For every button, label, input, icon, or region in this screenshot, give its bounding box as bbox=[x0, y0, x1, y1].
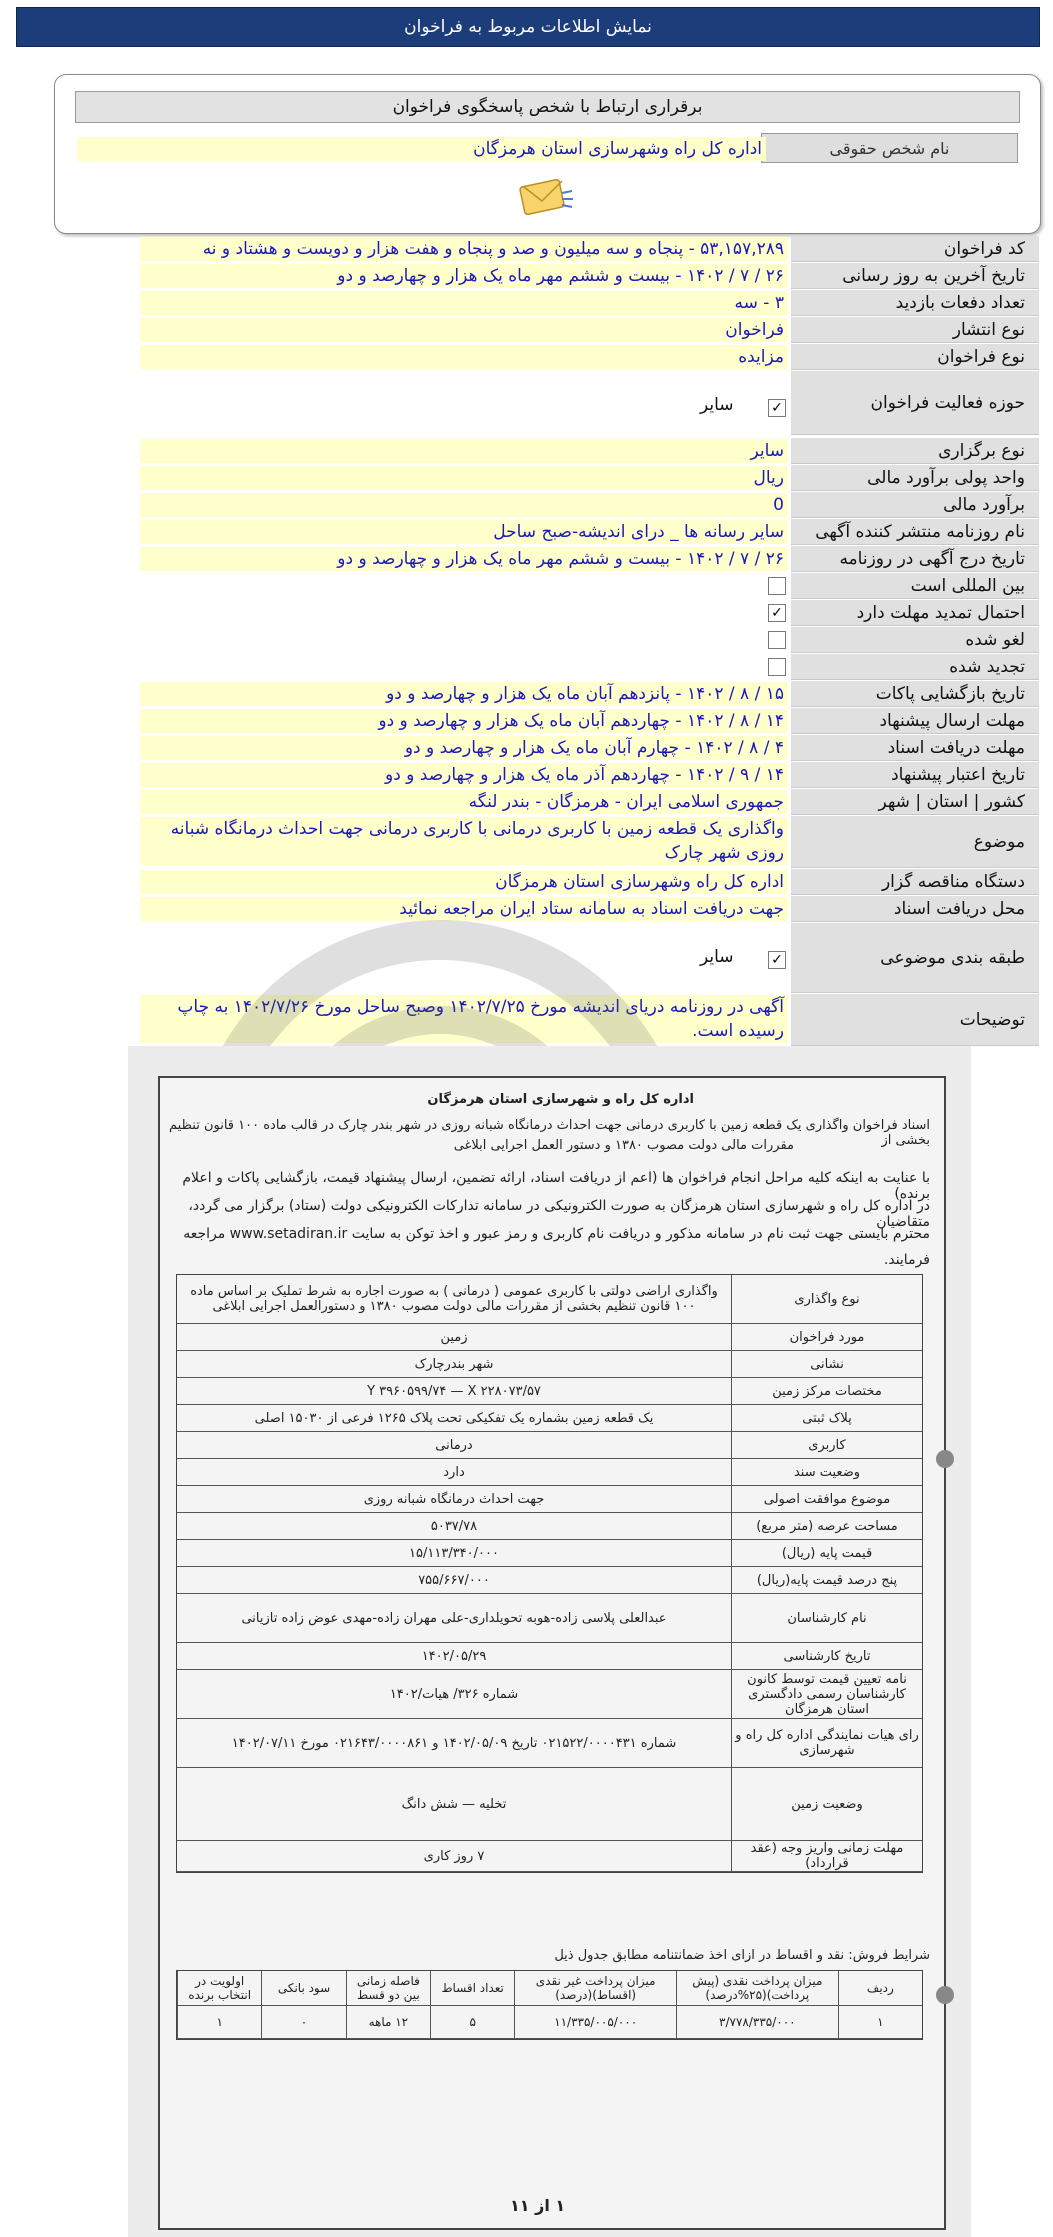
field-row bbox=[140, 546, 1039, 572]
field-label: دستگاه مناقصه گزار bbox=[791, 869, 1039, 895]
field-value: ۴ / ۸ / ۱۴۰۲ - چهارم آبان ماه یک هزار و چهارصد و دو bbox=[140, 736, 788, 760]
table-value: شماره ۳۲۶/ هیات/۱۴۰۲ bbox=[389, 1686, 519, 1702]
field-value: ۵۳,۱۵۷,۲۸۹ - پنجاه و سه میلیون و صد و پنجاه و هفت هزار و دویست و هشتاد و نه bbox=[140, 237, 788, 261]
table-row bbox=[177, 1719, 922, 1768]
field-label: موضوع bbox=[791, 816, 1039, 868]
table-key: نوع واگذاری bbox=[731, 1275, 922, 1323]
checkbox[interactable] bbox=[768, 631, 786, 649]
table-key: کاربری bbox=[731, 1432, 922, 1458]
contact-label: نام شخص حقوقی bbox=[761, 133, 1018, 163]
page-number: ۱ از ۱۱ bbox=[510, 2196, 566, 2215]
pay-cell: ۵ bbox=[430, 2006, 514, 2038]
field-value: آگهی در روزنامه دریای اندیشه مورخ ۱۴۰۲/۷/۲۵ وصبح ساحل مورخ ۱۴۰۲/۷/۲۶ به چاپ رسیده است. bbox=[140, 995, 788, 1043]
doc-line-2: مقررات مالی دولت مصوب ۱۳۸۰ و دستور العمل اجرایی ابلاغی bbox=[453, 1138, 794, 1153]
pay-header-row bbox=[177, 1971, 922, 2006]
table-key: تاریخ کارشناسی bbox=[731, 1643, 922, 1669]
field-label: تاریخ درج آگهی در روزنامه bbox=[791, 546, 1039, 572]
pay-cell: ۱۱/۳۳۵/۰۰۵/۰۰۰ bbox=[514, 2006, 676, 2038]
field-value: ۲۶ / ۷ / ۱۴۰۲ - بیست و ششم مهر ماه یک هزار و چهارصد و دو bbox=[140, 264, 788, 288]
pay-cell: ۱ bbox=[838, 2006, 922, 2038]
field-row bbox=[140, 573, 1039, 599]
table-row bbox=[177, 1432, 922, 1459]
table-value: عبدالعلی پلاسی زاده-هوبه تحویلداری-علی مهران زاده-مهدی عوض زاده تازیانی bbox=[241, 1610, 667, 1626]
contact-panel bbox=[54, 74, 1041, 234]
field-label: کشور | استان | شهر bbox=[791, 789, 1039, 815]
table-key: مساحت عرصه (متر مربع) bbox=[731, 1513, 922, 1539]
field-value: واگذاری یک قطعه زمین با کاربری درمانی با کاربری درمانی جهت احداث درمانگاه شبانه روزی شهر چارک bbox=[140, 817, 788, 865]
field-label: محل دریافت اسناد bbox=[791, 896, 1039, 922]
field-value: ۱۴ / ۸ / ۱۴۰۲ - چهاردهم آبان ماه یک هزار و چهارصد و دو bbox=[140, 709, 788, 733]
doc-para-2: در اداره کل راه و شهرسازی استان هرمزگان به صورت الکترونیکی در سامانه تدارکات الکترونیکی دولت (ستاد) برگزار می گردد، متقاضیان bbox=[188, 1198, 930, 1230]
field-value: سایر رسانه ها _ درای اندیشه-صبح ساحل bbox=[140, 520, 788, 544]
field-value: ریال bbox=[140, 466, 788, 490]
table-row bbox=[177, 1513, 922, 1540]
checkbox[interactable] bbox=[768, 577, 786, 595]
table-row bbox=[177, 1275, 922, 1324]
field-label: تاریخ آخرین به روز رسانی bbox=[791, 263, 1039, 289]
field-row bbox=[140, 789, 1039, 815]
field-row bbox=[140, 371, 1039, 435]
table-row bbox=[177, 1768, 922, 1841]
field-row bbox=[140, 735, 1039, 761]
field-label: بین المللی است bbox=[791, 573, 1039, 599]
table-key: وضعیت زمین bbox=[731, 1768, 922, 1840]
field-row bbox=[140, 344, 1039, 370]
field-value: سایر bbox=[140, 439, 788, 463]
field-label: نوع فراخوان bbox=[791, 344, 1039, 370]
field-label: تاریخ اعتبار پیشنهاد bbox=[791, 762, 1039, 788]
table-value: ۷۵۵/۶۶۷/۰۰۰ bbox=[418, 1572, 490, 1588]
field-value: 0 bbox=[140, 493, 788, 517]
table-key: نشانی bbox=[731, 1351, 922, 1377]
table-value: زمین bbox=[440, 1329, 468, 1345]
field-row bbox=[140, 600, 1039, 626]
field-row bbox=[140, 492, 1039, 518]
field-label: نوع برگزاری bbox=[791, 438, 1039, 464]
checkbox[interactable] bbox=[768, 658, 786, 676]
field-label: طبقه بندی موضوعی bbox=[791, 923, 1039, 993]
field-row bbox=[140, 465, 1039, 491]
pay-cell: ۰ bbox=[261, 2006, 345, 2038]
table-value: یک قطعه زمین بشماره یک تفکیکی تحت پلاک ۱۲۶۵ فرعی از ۱۵۰۳۰ اصلی bbox=[254, 1410, 654, 1426]
table-key: رای هیات نمایندگی اداره کل راه و شهرسازی bbox=[731, 1719, 922, 1767]
table-key: مختصات مرکز زمین bbox=[731, 1378, 922, 1404]
field-row bbox=[140, 923, 1039, 993]
doc-terms: شرایط فروش: نقد و اقساط در ازای اخذ ضمانتنامه مطابق جدول ذیل bbox=[554, 1948, 930, 1963]
field-label: احتمال تمدید مهلت دارد bbox=[791, 600, 1039, 626]
field-row bbox=[140, 896, 1039, 922]
pay-cell: ۱ bbox=[177, 2006, 261, 2038]
document-table bbox=[176, 1274, 923, 1873]
doc-line-1: اسناد فراخوان واگذاری یک قطعه زمین با کاربری درمانی جهت احداث درمانگاه شبانه روزی در شهر بندر چارک در قالب ماده ۱۰۰ قانون تنظیم بخشی از bbox=[169, 1118, 930, 1148]
window-title-bar bbox=[16, 7, 1040, 47]
field-value: ۱۴ / ۹ / ۱۴۰۲ - چهاردهم آذر ماه یک هزار و چهارصد و دو bbox=[140, 763, 788, 787]
field-row bbox=[140, 236, 1039, 262]
field-label: کد فراخوان bbox=[791, 236, 1039, 262]
table-value: شهر بندرچارک bbox=[414, 1356, 494, 1372]
doc-para-1: با عنایت به اینکه کلیه مراحل انجام فراخوان ها (اعم از دریافت اسناد، ارائه تضمین، ارسال پیشنهاد قیمت، بازگشایی پاکات و اعلام برنده) bbox=[182, 1170, 930, 1202]
field-label: مهلت ارسال پیشنهاد bbox=[791, 708, 1039, 734]
field-row bbox=[140, 869, 1039, 895]
field-value: ۳ - سه bbox=[140, 291, 788, 315]
doc-para-4: فرمایند. bbox=[883, 1252, 930, 1268]
checkbox-label: سایر bbox=[700, 395, 734, 415]
pay-cell: فاصله زمانی بین دو قسط bbox=[346, 1971, 430, 2005]
table-value: تخلیه — شش دانگ bbox=[401, 1796, 507, 1812]
table-value: واگذاری اراضی دولتی با کاربری عمومی ( درمانی ) به صورت اجاره به شرط تملیک بر اساس ماده ۱۰۰ قانون تنظیم بخشی از مقررات مالی دولت مصوب ۱۳۸۰ و دستورالعمل اجرایی ابلاغی bbox=[190, 1284, 718, 1314]
pay-cell: سود بانکی bbox=[261, 1971, 345, 2005]
field-row bbox=[140, 708, 1039, 734]
field-value: ۱۵ / ۸ / ۱۴۰۲ - پانزدهم آبان ماه یک هزار و چهارصد و دو bbox=[140, 682, 788, 706]
table-row bbox=[177, 1324, 922, 1351]
pay-cell: ۱۲ ماهه bbox=[346, 2006, 430, 2038]
checkbox-label: سایر bbox=[700, 947, 734, 967]
pay-cell: میزان پرداخت نقدی (پیش پرداخت)(۲۵%درصد) bbox=[676, 1971, 838, 2005]
table-key: نام کارشناسان bbox=[731, 1594, 922, 1642]
pay-cell: ردیف bbox=[838, 1971, 922, 2005]
table-value: ۱۴۰۲/۰۵/۲۹ bbox=[421, 1648, 487, 1664]
field-value: جمهوری اسلامی ایران - هرمزگان - بندر لنگه bbox=[140, 790, 788, 814]
table-key: پلاک ثبتی bbox=[731, 1405, 922, 1431]
table-row bbox=[177, 1567, 922, 1594]
table-key: موضوع موافقت اصولی bbox=[731, 1486, 922, 1512]
table-key: پنج درصد قیمت پایه(ریال) bbox=[731, 1567, 922, 1593]
field-row bbox=[140, 654, 1039, 680]
table-row bbox=[177, 1405, 922, 1432]
table-key: مهلت زمانی واریز وجه (عقد قرارداد) bbox=[731, 1841, 922, 1871]
table-value: Y ۳۹۶۰۵۹۹/۷۴ — X ۲۲۸۰۷۳/۵۷ bbox=[367, 1383, 541, 1399]
field-label: مهلت دریافت اسناد bbox=[791, 735, 1039, 761]
table-value: جهت احداث درمانگاه شبانه روزی bbox=[363, 1491, 545, 1507]
binder-hole bbox=[936, 1450, 954, 1468]
table-row bbox=[177, 1841, 922, 1872]
field-value: مزایده bbox=[140, 345, 788, 369]
field-row bbox=[140, 762, 1039, 788]
field-row bbox=[140, 681, 1039, 707]
checkbox[interactable]: ✓ bbox=[768, 604, 786, 622]
field-row bbox=[140, 627, 1039, 653]
document-page bbox=[158, 1076, 946, 2230]
field-label: حوزه فعالیت فراخوان bbox=[791, 371, 1039, 435]
field-label: تعداد دفعات بازدید bbox=[791, 290, 1039, 316]
table-row bbox=[177, 1486, 922, 1513]
table-value: ۷ روز کاری bbox=[423, 1848, 485, 1864]
envelope-icon[interactable] bbox=[518, 177, 576, 217]
table-row bbox=[177, 1594, 922, 1643]
table-row bbox=[177, 1670, 922, 1719]
table-key: مورد فراخوان bbox=[731, 1324, 922, 1350]
field-label: برآورد مالی bbox=[791, 492, 1039, 518]
table-row bbox=[177, 1378, 922, 1405]
field-row bbox=[140, 438, 1039, 464]
field-label: تجدید شده bbox=[791, 654, 1039, 680]
table-key: نامه تعیین قیمت توسط کانون کارشناسان رسمی دادگستری استان هرمزگان bbox=[731, 1670, 922, 1718]
field-label: توضیحات bbox=[791, 994, 1039, 1046]
contact-header: برقراری ارتباط با شخص پاسخگوی فراخوان bbox=[75, 91, 1020, 123]
doc-org: اداره کل راه و شهرسازی استان هرمزگان bbox=[427, 1092, 694, 1107]
table-row bbox=[177, 1540, 922, 1567]
table-row bbox=[177, 1643, 922, 1670]
doc-para-3: محترم بایستی جهت ثبت نام در سامانه مذکور و دریافت نام کاربری و رمز عبور و اخذ توکن به سایت www.setadiran.ir مراجعه bbox=[183, 1226, 930, 1242]
pay-value-row bbox=[177, 2006, 922, 2039]
field-label: نوع انتشار bbox=[791, 317, 1039, 343]
checkbox[interactable]: ✓ bbox=[768, 951, 786, 969]
window-title: نمایش اطلاعات مربوط به فراخوان bbox=[404, 17, 652, 37]
table-key: وضعیت سند bbox=[731, 1459, 922, 1485]
table-value: ۵۰۳۷/۷۸ bbox=[430, 1518, 478, 1534]
field-value: اداره کل راه وشهرسازی استان هرمزگان bbox=[140, 870, 788, 894]
table-value: درمانی bbox=[435, 1437, 473, 1453]
table-row bbox=[177, 1459, 922, 1486]
binder-hole bbox=[936, 1986, 954, 2004]
payment-table bbox=[176, 1970, 923, 2040]
pay-cell: ۳/۷۷۸/۳۳۵/۰۰۰ bbox=[676, 2006, 838, 2038]
table-value: ۱۵/۱۱۳/۳۴۰/۰۰۰ bbox=[409, 1545, 499, 1561]
pay-cell: میزان پرداخت غیر نقدی (اقساط)(درصد) bbox=[514, 1971, 676, 2005]
field-value: جهت دریافت اسناد به سامانه ستاد ایران مراجعه نمائید bbox=[140, 897, 788, 921]
field-row bbox=[140, 290, 1039, 316]
field-row bbox=[140, 263, 1039, 289]
table-value: دارد bbox=[443, 1464, 465, 1480]
checkbox[interactable]: ✓ bbox=[768, 399, 786, 417]
table-key: قیمت پایه (ریال) bbox=[731, 1540, 922, 1566]
document-image bbox=[128, 1046, 971, 2237]
table-value: شماره ۰۲۱۵۲۲/۰۰۰۰۴۳۱ تاریخ ۱۴۰۲/۰۵/۰۹ و ۰۲۱۶۴۳/۰۰۰۰۸۶۱ مورخ ۱۴۰۲/۰۷/۱۱ bbox=[231, 1735, 677, 1751]
field-row bbox=[140, 994, 1039, 1046]
pay-cell: اولویت در انتخاب برنده bbox=[177, 1971, 261, 2005]
field-label: لغو شده bbox=[791, 627, 1039, 653]
field-row bbox=[140, 816, 1039, 868]
field-value: فراخوان bbox=[140, 318, 788, 342]
field-label: نام روزنامه منتشر کننده آگهی bbox=[791, 519, 1039, 545]
table-row bbox=[177, 1351, 922, 1378]
field-label: تاریخ بازگشایی پاکات bbox=[791, 681, 1039, 707]
contact-value: اداره کل راه وشهرسازی استان هرمزگان bbox=[77, 137, 766, 161]
field-label: واحد پولی برآورد مالی bbox=[791, 465, 1039, 491]
field-row bbox=[140, 317, 1039, 343]
pay-cell: تعداد اقساط bbox=[430, 1971, 514, 2005]
field-row bbox=[140, 519, 1039, 545]
field-value: ۲۶ / ۷ / ۱۴۰۲ - بیست و ششم مهر ماه یک هزار و چهارصد و دو bbox=[140, 547, 788, 571]
